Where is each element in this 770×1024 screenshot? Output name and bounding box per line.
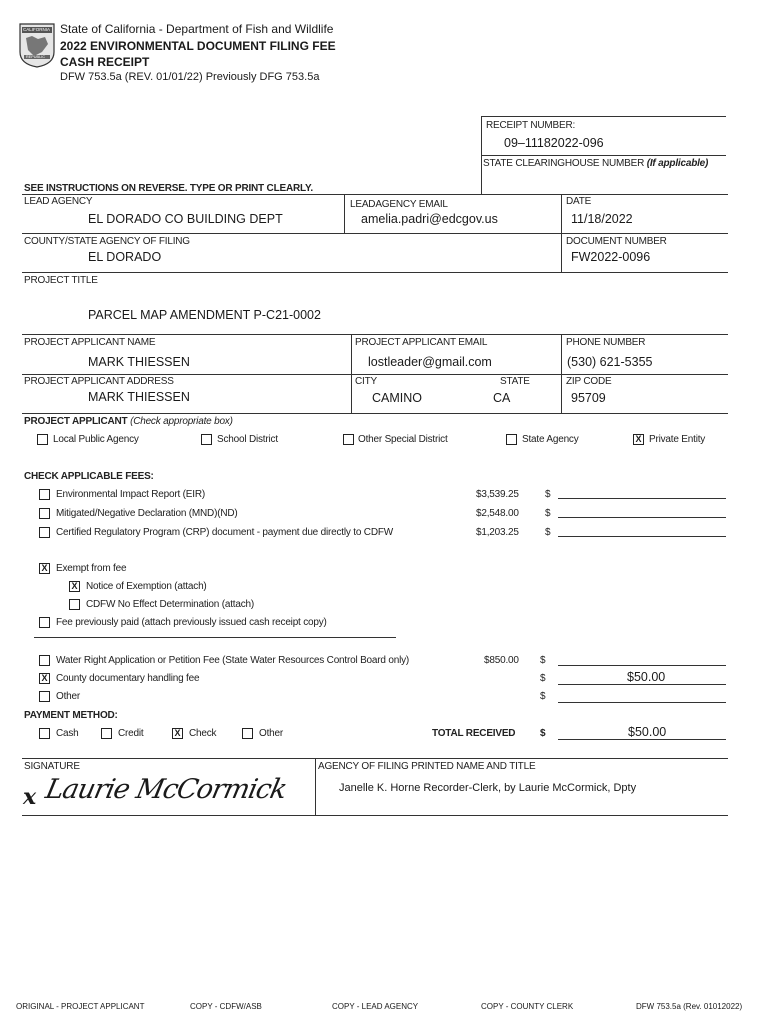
county-handling-checkbox[interactable] <box>39 673 50 684</box>
state-value: CA <box>493 391 511 405</box>
applicant-address-value: MARK THIESSEN <box>88 390 190 404</box>
total-dollar: $ <box>540 728 546 739</box>
phone-label: PHONE NUMBER <box>566 337 646 348</box>
cash-label: Cash <box>56 728 79 739</box>
previously-paid-checkbox[interactable] <box>39 617 50 628</box>
crp-checkbox[interactable] <box>39 527 50 538</box>
county-handling-value: $50.00 <box>627 670 666 684</box>
notice-of-exemption-checkbox[interactable] <box>69 581 80 592</box>
eir-label: Environmental Impact Report (EIR) <box>56 489 206 500</box>
fees-heading: CHECK APPLICABLE FEES: <box>24 471 154 482</box>
other-special-district-label: Other Special District <box>358 434 448 445</box>
document-number-label: DOCUMENT NUMBER <box>566 236 667 247</box>
state-seal <box>18 22 56 68</box>
form-number: DFW 753.5a (REV. 01/01/22) Previously DFG 753.5a <box>60 71 320 83</box>
seal-text-bottom: REPUBLIC <box>26 55 45 59</box>
signature-x: x <box>23 784 37 810</box>
mnd-label: Mitigated/Negative Declaration (MND)(ND) <box>56 508 238 519</box>
notice-of-exemption-label: Notice of Exemption (attach) <box>86 581 207 592</box>
instructions: SEE INSTRUCTIONS ON REVERSE. TYPE OR PRINT CLEARLY. <box>24 183 313 194</box>
footer-copy-cdfw: COPY - CDFW/ASB <box>190 1002 262 1011</box>
applicant-email-value: lostleader@gmail.com <box>368 355 492 369</box>
county-handling-dollar: $ <box>540 673 546 684</box>
mnd-dollar: $ <box>545 508 551 519</box>
no-effect-label: CDFW No Effect Determination (attach) <box>86 599 255 610</box>
applicant-name-label: PROJECT APPLICANT NAME <box>24 337 156 348</box>
state-agency-label: State Agency <box>522 434 579 445</box>
clearinghouse-note: (If applicable) <box>646 158 709 169</box>
water-right-label: Water Right Application or Petition Fee (State Water Resources Control Board only) <box>56 655 410 666</box>
private-entity-checkbox[interactable] <box>633 434 644 445</box>
footer-copy-county: COPY - COUNTY CLERK <box>481 1002 574 1011</box>
school-district-checkbox[interactable] <box>201 434 212 445</box>
state-label: STATE <box>500 376 530 387</box>
previously-paid-label: Fee previously paid (attach previously issued cash receipt copy) <box>56 617 327 628</box>
agency-header: State of California - Department of Fish and Wildlife <box>60 22 334 36</box>
total-received-value: $50.00 <box>628 725 667 739</box>
mnd-checkbox[interactable] <box>39 508 50 519</box>
handwritten-signature: Laurie McCormick <box>42 774 290 805</box>
private-entity-label: Private Entity <box>649 434 706 445</box>
footer-form-number: DFW 753.5a (Rev. 01012022) <box>636 1002 743 1011</box>
form-title: 2022 ENVIRONMENTAL DOCUMENT FILING FEE <box>60 39 336 53</box>
phone-value: (530) 621-5355 <box>567 355 653 369</box>
eir-checkbox[interactable] <box>39 489 50 500</box>
water-right-dollar: $ <box>540 655 546 666</box>
total-received-label: TOTAL RECEIVED <box>432 728 516 739</box>
clearinghouse-label <box>483 158 708 169</box>
form-subtitle: CASH RECEIPT <box>60 55 150 69</box>
project-title-label: PROJECT TITLE <box>24 275 98 286</box>
seal-text-top: CALIFORNIA <box>23 27 51 32</box>
mnd-amount: $2,548.00 <box>476 508 519 519</box>
applicant-address-label: PROJECT APPLICANT ADDRESS <box>24 376 174 387</box>
printed-name-label: AGENCY OF FILING PRINTED NAME AND TITLE <box>318 761 536 772</box>
exempt-checkbox[interactable] <box>39 563 50 574</box>
credit-label: Credit <box>118 728 144 739</box>
project-title-value: PARCEL MAP AMENDMENT P-C21-0002 <box>88 308 321 322</box>
school-district-label: School District <box>217 434 278 445</box>
applicant-email-label: PROJECT APPLICANT EMAIL <box>355 337 488 348</box>
cash-checkbox[interactable] <box>39 728 50 739</box>
water-right-checkbox[interactable] <box>39 655 50 666</box>
other-fee-checkbox[interactable] <box>39 691 50 702</box>
payment-heading: PAYMENT METHOD: <box>24 710 118 721</box>
footer-copy-lead: COPY - LEAD AGENCY <box>332 1002 419 1011</box>
crp-label: Certified Regulatory Program (CRP) document - payment due directly to CDFW <box>56 527 393 538</box>
footer-original: ORIGINAL - PROJECT APPLICANT <box>16 1002 145 1011</box>
crp-amount: $1,203.25 <box>476 527 519 538</box>
city-label: CITY <box>355 376 377 387</box>
lead-agency-label: LEAD AGENCY <box>24 196 93 207</box>
printed-name-value: Janelle K. Horne Recorder-Clerk, by Laurie McCormick, Dpty <box>339 782 637 794</box>
receipt-number-label: RECEIPT NUMBER: <box>486 120 576 131</box>
local-public-agency-checkbox[interactable] <box>37 434 48 445</box>
lead-agency-email-value: amelia.padri@edcgov.us <box>361 212 498 226</box>
zip-value: 95709 <box>571 391 606 405</box>
clearinghouse-label-text: STATE CLEARINGHOUSE NUMBER <box>483 158 645 169</box>
eir-dollar: $ <box>545 489 551 500</box>
water-right-amount: $850.00 <box>484 655 519 666</box>
applicant-type-title: PROJECT APPLICANT <box>24 416 128 427</box>
receipt-number-value: 09–11182022-096 <box>504 136 604 150</box>
credit-checkbox[interactable] <box>101 728 112 739</box>
no-effect-checkbox[interactable] <box>69 599 80 610</box>
document-number-value: FW2022-0096 <box>571 250 651 264</box>
date-label: DATE <box>566 196 592 207</box>
other-payment-checkbox[interactable] <box>242 728 253 739</box>
other-payment-label: Other <box>259 728 284 739</box>
lead-agency-value: EL DORADO CO BUILDING DEPT <box>88 212 283 226</box>
applicant-name-value: MARK THIESSEN <box>88 355 190 369</box>
exempt-label: Exempt from fee <box>56 563 127 574</box>
city-value: CAMINO <box>372 391 422 405</box>
applicant-type-heading <box>24 416 233 427</box>
other-fee-label: Other <box>56 691 81 702</box>
county-value: EL DORADO <box>88 250 162 264</box>
applicant-type-note: (Check appropriate box) <box>130 416 233 427</box>
date-value: 11/18/2022 <box>571 212 633 226</box>
crp-dollar: $ <box>545 527 551 538</box>
other-special-district-checkbox[interactable] <box>343 434 354 445</box>
county-label: COUNTY/STATE AGENCY OF FILING <box>24 236 190 247</box>
zip-label: ZIP CODE <box>566 376 612 387</box>
county-handling-label: County documentary handling fee <box>56 673 200 684</box>
check-checkbox[interactable] <box>172 728 183 739</box>
check-label: Check <box>189 728 217 739</box>
other-fee-dollar: $ <box>540 691 546 702</box>
local-public-agency-label: Local Public Agency <box>53 434 139 445</box>
signature-label: SIGNATURE <box>24 761 80 772</box>
eir-amount: $3,539.25 <box>476 489 519 500</box>
state-agency-checkbox[interactable] <box>506 434 517 445</box>
lead-agency-email-label: LEADAGENCY EMAIL <box>350 199 448 210</box>
